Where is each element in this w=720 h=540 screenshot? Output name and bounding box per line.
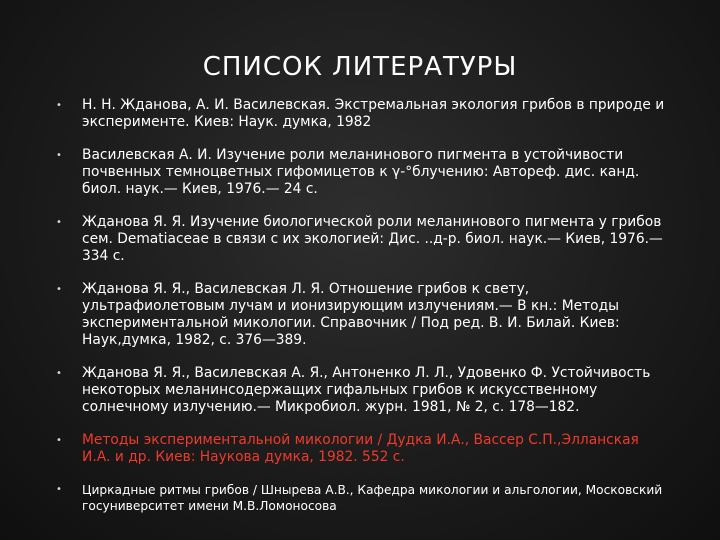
slide-title: СПИСОК ЛИТЕРАТУРЫ: [202, 52, 518, 82]
reference-text: Н. Н. Жданова, А. И. Василевская. Экстремальная экология грибов в природе и эксперименте. Киев: Наук. думка, 1982: [82, 97, 665, 130]
reference-text: Жданова Я. Я., Василевская А. Я., Антоненко Л. Л., Удовенко Ф. Устойчивость некоторых меланинсодержащих гифальных грибов к искусственному солнечному излучению.— Микробиол. журн. 1981, № 2, с. 178—182.: [82, 365, 651, 415]
reference-list: [56, 97, 666, 530]
reference-text: Василевская А. И. Изучение роли меланинового пигмента в устойчивости почвенных темноцветных гифомицетов к γ-°блучению: Автореф. дис. канд. биол. наук.— Киев, 1976.— 24 с.: [82, 147, 640, 197]
bullet-icon: •: [56, 284, 62, 295]
reference-item: [56, 147, 666, 198]
bullet-icon: •: [56, 100, 62, 111]
reference-item: [56, 365, 666, 416]
reference-item: [56, 482, 666, 514]
reference-item: [56, 214, 666, 265]
bullet-icon: •: [56, 150, 62, 161]
reference-text: Жданова Я. Я. Изучение биологической роли меланинового пигмента у грибов сем. Dematiaceae в связи с их экологией: Дис. ..д-р. биол. наук.— Киев, 1976.—334 с.: [82, 214, 663, 264]
bullet-icon: •: [56, 368, 62, 379]
reference-text: Циркадные ритмы грибов / Шнырева А.В., Кафедра микологии и альгологии, Московский госуниверситет имени М.В.Ломоносова: [82, 483, 663, 513]
bullet-icon: •: [56, 435, 62, 446]
bullet-icon: •: [56, 217, 62, 228]
reference-item: [56, 281, 666, 349]
reference-text: Жданова Я. Я., Василевская Л. Я. Отношение грибов к свету, ультрафиолетовым лучам и ионизирующим излучениям.— В кн.: Методы экспериментальной микологии. Справочник / Под ред. В. И. Билай. Киев: Наук,думка, 1982, с. 376—389.: [82, 281, 620, 348]
reference-text: Методы экспериментальной микологии / Дудка И.А., Вассер С.П.,Элланская И.А. и др. Киев: Наукова думка, 1982. 552 с.: [82, 432, 639, 465]
bullet-icon: •: [56, 484, 62, 495]
reference-item: [56, 97, 666, 131]
reference-item-highlighted: [56, 432, 666, 466]
